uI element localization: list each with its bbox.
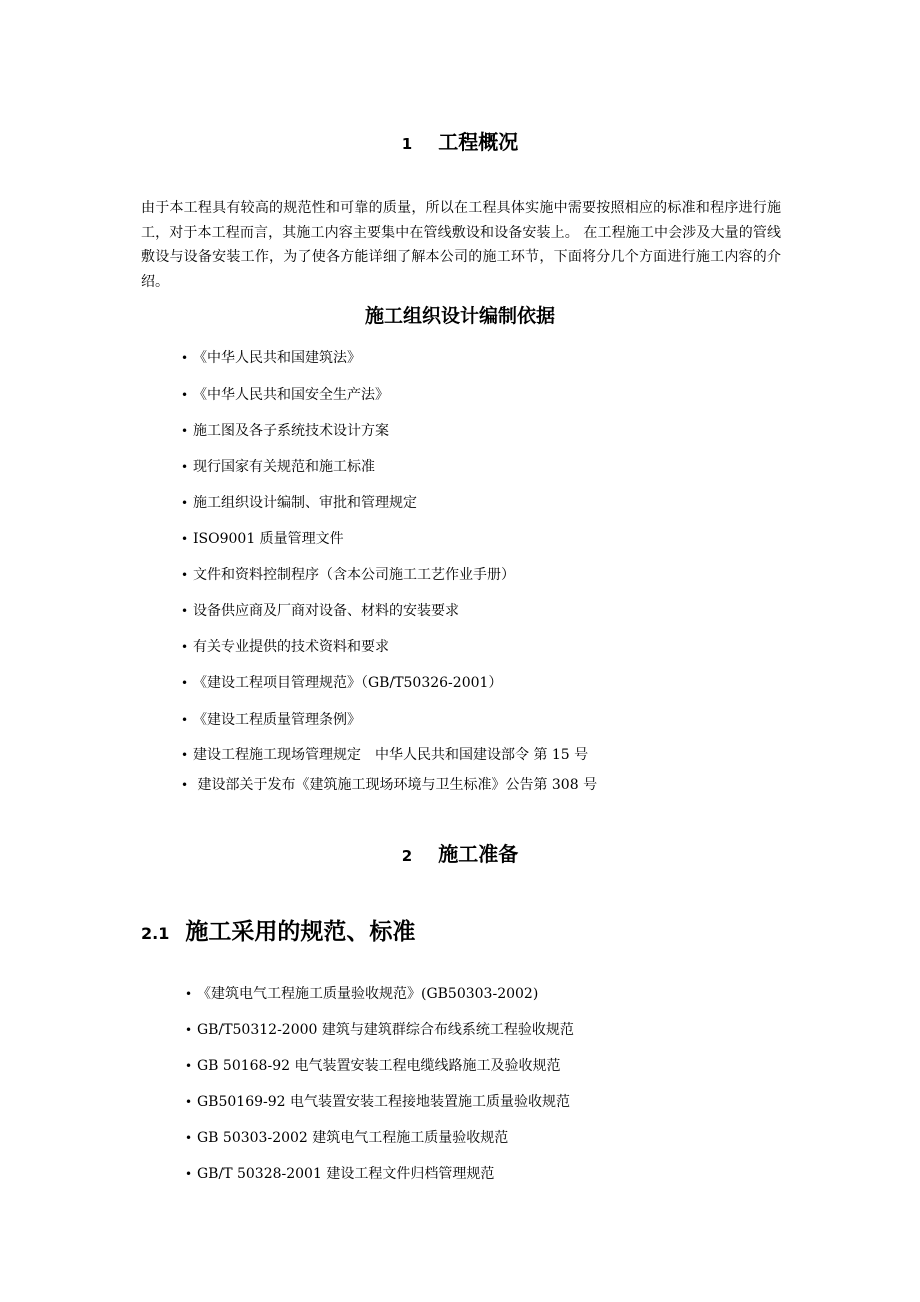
section-number: 1 <box>401 135 413 153</box>
basis-heading: 施工组织设计编制依据 <box>364 305 555 327</box>
bullet-icon: • <box>185 1131 193 1145</box>
list-item: • 建设工程施工现场管理规定 中华人民共和国建设部令 第 15 号 <box>181 747 589 763</box>
section-2-heading <box>0 842 920 868</box>
list-item: • 《中华人民共和国建筑法》 <box>181 350 361 366</box>
list-item: • GB 50303-2002 建筑电气工程施工质量验收规范 <box>185 1130 509 1146</box>
list-item: • 现行国家有关规范和施工标准 <box>181 459 375 475</box>
bullet-icon: • <box>181 604 189 618</box>
bullet-icon: • <box>185 987 193 1001</box>
list-item: • 《建设工程项目管理规范》（GB/T50326-2001） <box>181 675 503 691</box>
list-item: • 《建设工程质量管理条例》 <box>181 712 361 728</box>
section-2-1-heading <box>141 918 415 948</box>
list-item: • 有关专业提供的技术资料和要求 <box>181 639 389 655</box>
intro-paragraph: 由于本工程具有较高的规范性和可靠的质量，所以在工程具体实施中需要按照相应的标准和程序进行施工，对于本工程而言，其施工内容主要集中在管线敷设和设备安装上。 在工程施工中会涉及大量的管线敷设与设备安装工作，为了使各方能详细了解本公司的施工环节，下面将分几个方面进行施工内容的介绍。 <box>141 200 781 290</box>
bullet-icon: • <box>181 640 189 654</box>
list-item: • GB50169-92 电气装置安装工程接地装置施工质量验收规范 <box>185 1094 571 1110</box>
list-item: • GB/T 50328-2001 建设工程文件归档管理规范 <box>185 1166 495 1182</box>
bullet-icon: • <box>181 496 189 510</box>
list-item: • 施工组织设计编制、审批和管理规定 <box>181 495 417 511</box>
bullet-icon: • <box>181 748 189 762</box>
list-item: • 《建筑电气工程施工质量验收规范》(GB50303-2002) <box>185 986 539 1002</box>
section-1-heading <box>0 130 920 156</box>
list-item: • GB 50168-92 电气装置安装工程电缆线路施工及验收规范 <box>185 1058 561 1074</box>
section-title: 工程概况 <box>438 130 519 154</box>
bullet-icon: • <box>181 532 189 546</box>
section-title: 施工采用的规范、标准 <box>185 919 416 945</box>
bullet-icon: • <box>181 388 189 402</box>
list-item: • 文件和资料控制程序（含本公司施工工艺作业手册） <box>181 567 515 583</box>
list-item: • ISO9001 质量管理文件 <box>181 531 344 547</box>
bullet-icon: • <box>181 568 189 582</box>
list-item: • 建设部关于发布《建筑施工现场环境与卫生标准》公告第 308 号 <box>181 777 598 793</box>
bullet-icon: • <box>181 351 189 365</box>
bullet-icon: • <box>185 1059 193 1073</box>
bullet-icon: • <box>185 1167 193 1181</box>
section-number: 2.1 <box>141 924 170 943</box>
section-title: 施工准备 <box>438 842 519 866</box>
bullet-icon: • <box>181 460 189 474</box>
bullet-icon: • <box>185 1023 193 1037</box>
bullet-icon: • <box>181 424 189 438</box>
list-item: • 施工图及各子系统技术设计方案 <box>181 423 389 439</box>
list-item: • GB/T50312-2000 建筑与建筑群综合布线系统工程验收规范 <box>185 1022 574 1038</box>
bullet-icon: • <box>181 713 189 727</box>
list-item: • 设备供应商及厂商对设备、材料的安装要求 <box>181 603 459 619</box>
list-item: • 《中华人民共和国安全生产法》 <box>181 387 389 403</box>
bullet-icon: • <box>181 676 189 690</box>
bullet-icon: • <box>185 1095 193 1109</box>
bullet-icon: • <box>181 778 189 792</box>
section-number: 2 <box>401 847 413 865</box>
